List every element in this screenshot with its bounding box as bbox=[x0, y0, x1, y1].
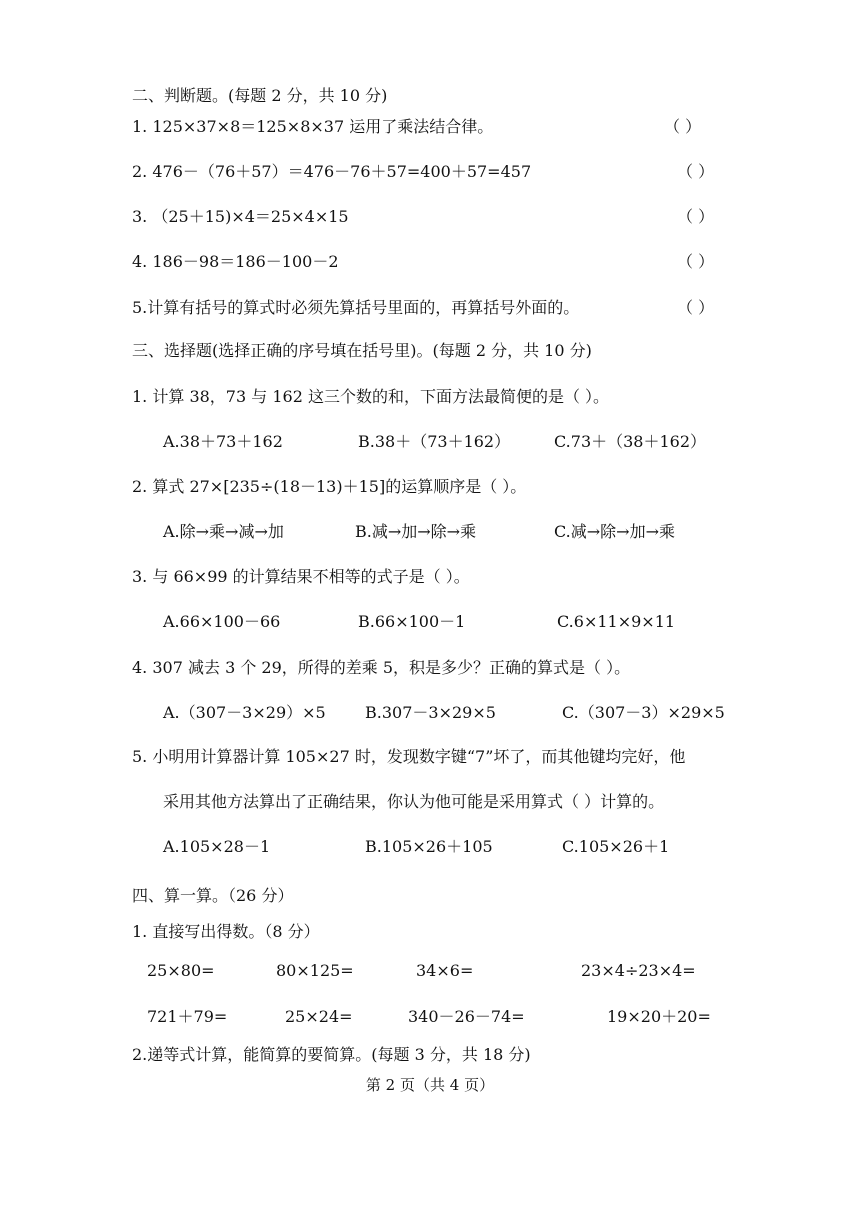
choice-2-option-a: A.除→乘→减→加 bbox=[163, 522, 284, 541]
calc-r1-c3: 34×6= bbox=[416, 961, 474, 980]
choice-question-3: 3. 与 66×99 的计算结果不相等的式子是（ ）。 bbox=[132, 567, 470, 586]
section-4-heading: 四、算一算。（26 分） bbox=[132, 886, 294, 905]
section-3-heading: 三、选择题(选择正确的序号填在括号里)。(每题 2 分，共 10 分) bbox=[132, 341, 592, 360]
choice-5-option-b: B.105×26＋105 bbox=[365, 837, 493, 856]
choice-question-4: 4. 307 减去 3 个 29，所得的差乘 5，积是多少？正确的算式是（ ）。 bbox=[132, 658, 631, 677]
choice-1-option-b: B.38＋（73＋162） bbox=[358, 432, 511, 451]
choice-1-option-c: C.73＋（38＋162） bbox=[554, 432, 707, 451]
answer-paren-2: （ ） bbox=[677, 162, 715, 181]
answer-paren-3: （ ） bbox=[677, 207, 715, 226]
judge-item-4: 4. 186－98＝186－100－2 bbox=[132, 252, 339, 271]
calc-r2-c3: 340－26－74= bbox=[408, 1007, 525, 1026]
choice-2-option-b: B.减→加→除→乘 bbox=[355, 522, 477, 541]
section-2-heading: 二、判断题。(每题 2 分，共 10 分) bbox=[132, 86, 388, 105]
choice-4-option-c: C.（307－3）×29×5 bbox=[562, 703, 725, 722]
choice-question-2: 2. 算式 27×[235÷(18－13)＋15]的运算顺序是（ ）。 bbox=[132, 477, 527, 496]
judge-item-1: 1. 125×37×8＝125×8×37 运用了乘法结合律。 bbox=[132, 117, 494, 136]
section-4-part-1: 1. 直接写出得数。（8 分） bbox=[132, 922, 320, 941]
page-footer: 第 2 页（共 4 页） bbox=[365, 1076, 495, 1094]
choice-2-option-c: C.减→除→加→乘 bbox=[554, 522, 675, 541]
calc-r2-c4: 19×20＋20= bbox=[607, 1007, 711, 1026]
choice-4-option-a: A.（307－3×29）×5 bbox=[163, 703, 326, 722]
calc-r1-c4: 23×4÷23×4= bbox=[581, 961, 696, 980]
calc-r2-c2: 25×24= bbox=[285, 1007, 353, 1026]
choice-4-option-b: B.307－3×29×5 bbox=[365, 703, 496, 722]
calc-r2-c1: 721＋79= bbox=[147, 1007, 228, 1026]
answer-paren-1: （ ） bbox=[664, 117, 702, 136]
answer-paren-4: （ ） bbox=[677, 252, 715, 271]
choice-1-option-a: A.38＋73＋162 bbox=[163, 432, 283, 451]
section-4-part-2: 2.递等式计算，能简算的要简算。(每题 3 分，共 18 分) bbox=[132, 1045, 531, 1064]
judge-item-3: 3. （25＋15)×4＝25×4×15 bbox=[132, 207, 349, 226]
choice-3-option-a: A.66×100－66 bbox=[163, 612, 281, 631]
answer-paren-5: （ ） bbox=[677, 298, 715, 317]
choice-question-5: 5. 小明用计算器计算 105×27 时，发现数字键“7”坏了，而其他键均完好，他 bbox=[132, 747, 686, 766]
choice-question-1: 1. 计算 38，73 与 162 这三个数的和，下面方法最简便的是（ ）。 bbox=[132, 387, 610, 406]
judge-item-5: 5.计算有括号的算式时必须先算括号里面的，再算括号外面的。 bbox=[132, 298, 580, 317]
choice-5-option-a: A.105×28－1 bbox=[163, 837, 271, 856]
choice-question-5-cont: 采用其他方法算出了正确结果，你认为他可能是采用算式（ ）计算的。 bbox=[163, 792, 665, 811]
calc-r1-c2: 80×125= bbox=[276, 961, 354, 980]
choice-5-option-c: C.105×26＋1 bbox=[562, 837, 670, 856]
judge-item-2: 2. 476－（76＋57）＝476－76＋57=400＋57=457 bbox=[132, 162, 532, 181]
calc-r1-c1: 25×80= bbox=[147, 961, 215, 980]
choice-3-option-c: C.6×11×9×11 bbox=[557, 612, 676, 631]
choice-3-option-b: B.66×100－1 bbox=[358, 612, 466, 631]
